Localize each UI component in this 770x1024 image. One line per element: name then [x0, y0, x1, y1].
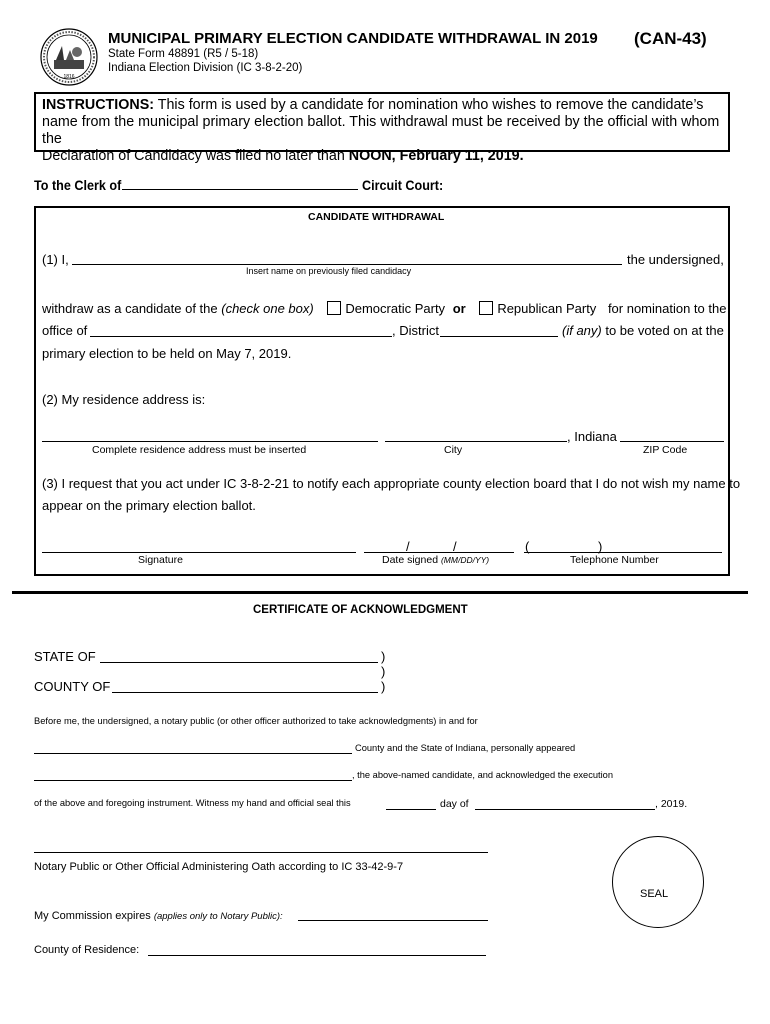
city-caption: City	[444, 444, 463, 456]
district-note	[562, 323, 724, 338]
commission-label	[34, 910, 283, 922]
nomination-text: for nomination to the	[607, 301, 727, 316]
day-of-label: day of	[440, 798, 469, 810]
primary-election-text: primary election to be held on May 7, 2019.	[42, 346, 292, 361]
month-field[interactable]	[475, 809, 655, 810]
clerk-suffix: Circuit Court:	[362, 177, 444, 193]
seal-circle	[612, 836, 704, 928]
democratic-label: Democratic Party	[345, 301, 446, 316]
item3-line1: (3) I request that you act under IC 3-8-2-21 to notify each appropriate county election board that I do not wish my name to	[42, 476, 741, 491]
date-slash-1: /	[406, 539, 410, 554]
residence-address-field[interactable]	[42, 441, 378, 442]
item2-text: (2) My residence address is:	[42, 392, 206, 407]
if-any-note: (if any)	[562, 323, 602, 338]
commission-expires-field[interactable]	[298, 920, 488, 921]
county-residence-label: County of Residence:	[34, 944, 140, 956]
commission-note: (applies only to Notary Public):	[153, 911, 283, 922]
date-caption	[382, 554, 489, 566]
clerk-county-field[interactable]	[122, 189, 358, 190]
county-state-text: County and the State of Indiana, personally appeared	[355, 743, 576, 753]
withdraw-line	[42, 301, 726, 316]
clerk-prefix: To the Clerk of	[34, 177, 122, 193]
address-caption: Complete residence address must be inserted	[92, 444, 307, 456]
item1-suffix: the undersigned,	[627, 252, 724, 267]
notary-signature-field[interactable]	[34, 852, 488, 853]
county-of-label: COUNTY OF	[34, 679, 111, 694]
date-caption-label: Date signed	[382, 554, 439, 566]
instructions-box	[34, 92, 730, 164]
phone-caption: Telephone Number	[570, 554, 659, 566]
republican-label: Republican Party	[497, 301, 597, 316]
paren-3: )	[381, 679, 386, 694]
signature-caption: Signature	[138, 554, 183, 566]
county-residence-field[interactable]	[148, 955, 486, 956]
date-slash-2: /	[453, 539, 457, 554]
office-of-label: office of	[42, 323, 88, 338]
above-named-text: , the above-named candidate, and acknowledged the execution	[352, 770, 614, 780]
instructions-text-3: Declaration of Candidacy was filed no later than	[42, 148, 349, 164]
signature-field[interactable]	[42, 552, 356, 553]
deadline: NOON, February 11, 2019.	[348, 148, 524, 164]
zip-field[interactable]	[620, 441, 724, 442]
commission-text: My Commission expires	[34, 910, 154, 922]
name-caption: Insert name on previously filed candidacy	[246, 266, 412, 276]
district-field[interactable]	[440, 336, 558, 337]
notary-caption: Notary Public or Other Official Administering Oath according to IC 33-42-9-7	[34, 861, 404, 873]
city-field[interactable]	[385, 441, 567, 442]
zip-caption: ZIP Code	[643, 444, 688, 456]
paren-1: )	[381, 649, 386, 664]
phone-paren-open: (	[525, 539, 530, 554]
appeared-name-field[interactable]	[34, 780, 352, 781]
year-text: , 2019.	[655, 798, 688, 810]
item3-line2: appear on the primary election ballot.	[42, 498, 256, 513]
candidate-withdrawal-box	[34, 206, 730, 576]
form-code: (CAN-43)	[634, 29, 707, 48]
voted-on-text: to be voted on at the	[601, 323, 724, 338]
date-signed-field[interactable]	[364, 552, 514, 553]
notary-county-field[interactable]	[34, 753, 352, 754]
section-divider	[12, 591, 748, 594]
item1-prefix: (1) I,	[42, 252, 69, 267]
candidate-name-field[interactable]	[72, 264, 622, 265]
date-format: (MM/DD/YY)	[440, 555, 490, 565]
or-label: or	[452, 301, 466, 316]
instructions-text-2: name from the municipal primary election ballot. This withdrawal must be received by the official with whom the	[42, 114, 720, 147]
certificate-heading: CERTIFICATE OF ACKNOWLEDGMENT	[253, 604, 468, 616]
county-field[interactable]	[112, 692, 378, 693]
district-label: , District	[392, 323, 439, 338]
election-division: Indiana Election Division (IC 3-8-2-20)	[108, 62, 303, 74]
foregoing-text: of the above and foregoing instrument. Witness my hand and official seal this	[34, 798, 351, 808]
indiana-label: , Indiana	[567, 429, 617, 444]
day-field[interactable]	[386, 809, 436, 810]
check-one-note: (check one box)	[221, 301, 314, 316]
state-of-label: STATE OF	[34, 649, 96, 664]
seal-label: SEAL	[640, 888, 669, 900]
seal-year: 1816	[63, 74, 75, 80]
paren-2: )	[381, 664, 386, 679]
withdraw-text: withdraw as a candidate of the	[42, 301, 222, 316]
before-me-text: Before me, the undersigned, a notary public (or other officer authorized to take acknowledgments) in and for	[34, 716, 478, 726]
state-seal-logo	[40, 28, 98, 86]
instructions-label: INSTRUCTIONS:	[42, 97, 154, 113]
democratic-checkbox[interactable]	[327, 301, 341, 315]
form-number: State Form 48891 (R5 / 5-18)	[108, 48, 259, 60]
state-field[interactable]	[100, 662, 378, 663]
phone-paren-close: )	[598, 539, 603, 554]
instructions-text-1: This form is used by a candidate for nomination who wishes to remove the candidate’s	[154, 97, 704, 113]
telephone-field[interactable]	[524, 552, 722, 553]
office-field[interactable]	[90, 336, 392, 337]
form-title: MUNICIPAL PRIMARY ELECTION CANDIDATE WITHDRAWAL IN 2019	[108, 30, 598, 47]
republican-checkbox[interactable]	[479, 301, 493, 315]
withdrawal-heading: CANDIDATE WITHDRAWAL	[308, 211, 445, 223]
